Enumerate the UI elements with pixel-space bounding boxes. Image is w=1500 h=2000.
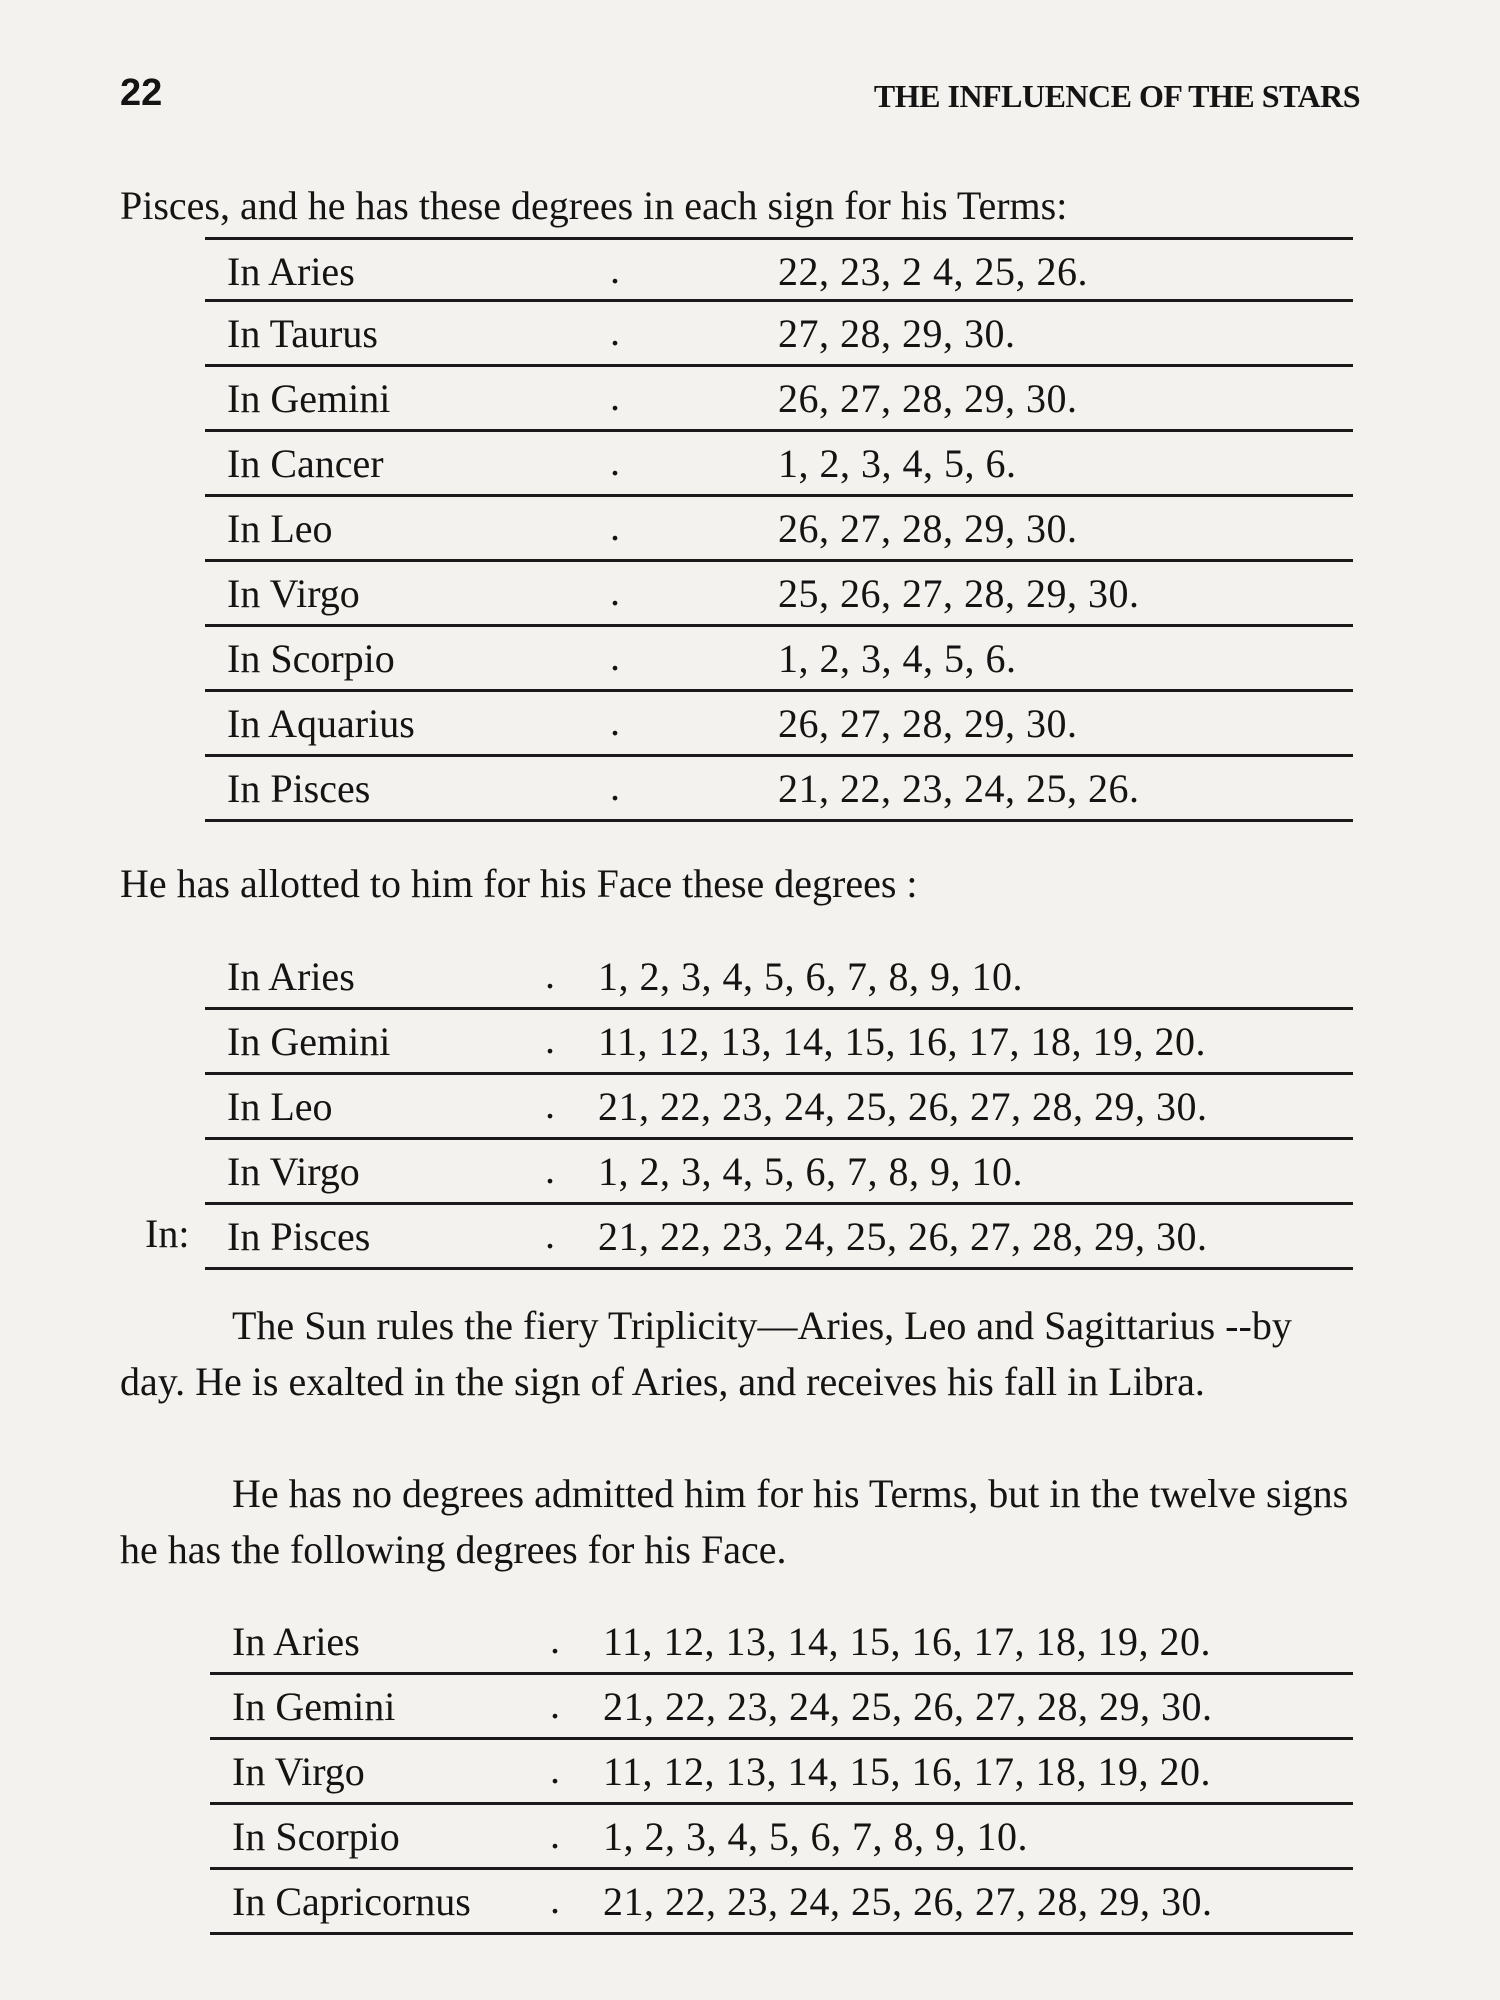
leader-dot: . bbox=[545, 1082, 555, 1127]
face-table bbox=[205, 945, 1353, 1270]
table-row bbox=[205, 1140, 1353, 1205]
degrees-value: 11, 12, 13, 14, 15, 16, 17, 18, 19, 20. bbox=[603, 1749, 1212, 1794]
sign-label: In Virgo bbox=[227, 571, 360, 616]
sign-label: In Virgo bbox=[232, 1749, 365, 1794]
sign-label: In Gemini bbox=[232, 1684, 396, 1729]
sign-label: In Aries bbox=[227, 954, 355, 999]
degrees-value: 27, 28, 29, 30. bbox=[778, 311, 1016, 356]
leader-dot: . bbox=[550, 1812, 560, 1857]
degrees-value: 26, 27, 28, 29, 30. bbox=[778, 701, 1078, 746]
leader-dot: . bbox=[550, 1877, 560, 1922]
table-row bbox=[205, 1075, 1353, 1140]
table-row bbox=[210, 1610, 1353, 1675]
sign-label: In Leo bbox=[227, 1084, 333, 1129]
leader-dot: . bbox=[610, 764, 620, 809]
leader-dot: . bbox=[610, 439, 620, 484]
degrees-value: 21, 22, 23, 24, 25, 26, 27, 28, 29, 30. bbox=[603, 1879, 1213, 1924]
sign-label: In Scorpio bbox=[227, 636, 395, 681]
leader-dot: . bbox=[545, 952, 555, 997]
degrees-value: 1, 2, 3, 4, 5, 6. bbox=[778, 441, 1017, 486]
table-row bbox=[205, 1205, 1353, 1270]
sign-label: In Taurus bbox=[227, 311, 378, 356]
page-header bbox=[120, 72, 1360, 132]
leader-dot: . bbox=[545, 1017, 555, 1062]
face-intro-paragraph: He has allotted to him for his Face these degrees : bbox=[120, 861, 918, 906]
table-row bbox=[210, 1805, 1353, 1870]
sign-label: In Capricornus bbox=[232, 1879, 471, 1924]
leader-dot: . bbox=[545, 1147, 555, 1192]
leader-dot: . bbox=[610, 634, 620, 679]
sign-label: In Pisces bbox=[227, 1214, 371, 1259]
leader-dot: . bbox=[545, 1212, 555, 1257]
sign-label: In Gemini bbox=[227, 1019, 391, 1064]
degrees-value: 21, 22, 23, 24, 25, 26, 27, 28, 29, 30. bbox=[603, 1684, 1213, 1729]
sun-terms-paragraph: He has no degrees admitted him for his Terms, but in the twelve signs he has the following degrees for his Face. bbox=[120, 1471, 1349, 1572]
table-row bbox=[205, 945, 1353, 1010]
leader-dot: . bbox=[550, 1747, 560, 1792]
table-row bbox=[205, 1010, 1353, 1075]
table-row bbox=[210, 1740, 1353, 1805]
table-row bbox=[205, 237, 1353, 302]
table-row bbox=[210, 1675, 1353, 1740]
degrees-value: 1, 2, 3, 4, 5, 6, 7, 8, 9, 10. bbox=[598, 954, 1023, 999]
table-row bbox=[205, 302, 1353, 367]
running-title: THE INFLUENCE OF THE STARS bbox=[873, 78, 1360, 114]
sun-rules-paragraph: The Sun rules the fiery Triplicity—Aries, Leo and Sagittarius --by day. He is exalted in the sign of Aries, and receives his fall in Libra. bbox=[120, 1303, 1292, 1404]
degrees-value: 1, 2, 3, 4, 5, 6, 7, 8, 9, 10. bbox=[598, 1149, 1023, 1194]
table-row bbox=[205, 627, 1353, 692]
degrees-value: 22, 23, 2 4, 25, 26. bbox=[778, 249, 1088, 294]
page-number: 22 bbox=[120, 72, 163, 114]
degrees-value: 21, 22, 23, 24, 25, 26, 27, 28, 29, 30. bbox=[598, 1084, 1208, 1129]
table-row bbox=[205, 432, 1353, 497]
leader-dot: . bbox=[610, 699, 620, 744]
terms-table bbox=[205, 237, 1353, 822]
degrees-value: 21, 22, 23, 24, 25, 26, 27, 28, 29, 30. bbox=[598, 1214, 1208, 1259]
face-table-margin-label: In: bbox=[145, 1211, 190, 1256]
degrees-value: 26, 27, 28, 29, 30. bbox=[778, 506, 1078, 551]
sign-label: In Aquarius bbox=[227, 701, 415, 746]
leader-dot: . bbox=[550, 1617, 560, 1662]
sign-label: In Pisces bbox=[227, 766, 371, 811]
sign-label: In Scorpio bbox=[232, 1814, 400, 1859]
leader-dot: . bbox=[610, 569, 620, 614]
leader-dot: . bbox=[610, 247, 620, 292]
degrees-value: 26, 27, 28, 29, 30. bbox=[778, 376, 1078, 421]
table-row bbox=[205, 562, 1353, 627]
sign-label: In Leo bbox=[227, 506, 333, 551]
degrees-value: 25, 26, 27, 28, 29, 30. bbox=[778, 571, 1140, 616]
terms-intro-paragraph: Pisces, and he has these degrees in each sign for his Terms: bbox=[120, 183, 1068, 228]
degrees-value: 1, 2, 3, 4, 5, 6. bbox=[778, 636, 1017, 681]
degrees-value: 1, 2, 3, 4, 5, 6, 7, 8, 9, 10. bbox=[603, 1814, 1028, 1859]
sign-label: In Aries bbox=[227, 249, 355, 294]
sun-face-table bbox=[210, 1610, 1353, 1935]
table-row bbox=[205, 757, 1353, 822]
degrees-value: 21, 22, 23, 24, 25, 26. bbox=[778, 766, 1140, 811]
leader-dot: . bbox=[610, 374, 620, 419]
degrees-value: 11, 12, 13, 14, 15, 16, 17, 18, 19, 20. bbox=[598, 1019, 1207, 1064]
sign-label: In Virgo bbox=[227, 1149, 360, 1194]
sign-label: In Cancer bbox=[227, 441, 384, 486]
table-row bbox=[210, 1870, 1353, 1935]
leader-dot: . bbox=[550, 1682, 560, 1727]
table-row bbox=[205, 367, 1353, 432]
sign-label: In Gemini bbox=[227, 376, 391, 421]
sign-label: In Aries bbox=[232, 1619, 360, 1664]
degrees-value: 11, 12, 13, 14, 15, 16, 17, 18, 19, 20. bbox=[603, 1619, 1212, 1664]
leader-dot: . bbox=[610, 309, 620, 354]
table-row bbox=[205, 692, 1353, 757]
leader-dot: . bbox=[610, 504, 620, 549]
table-row bbox=[205, 497, 1353, 562]
